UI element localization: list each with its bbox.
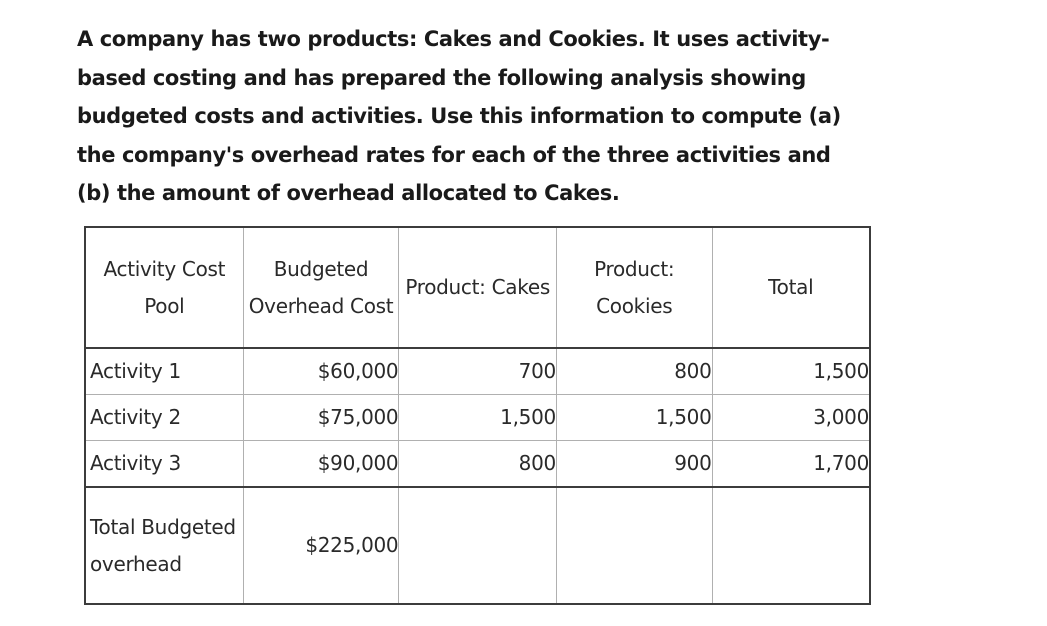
activity-name: Activity 2 (85, 395, 243, 441)
cakes-quantity: 1,500 (399, 395, 557, 441)
table-row (85, 441, 870, 488)
table-row (85, 348, 870, 395)
cookies-quantity: 1,500 (556, 395, 712, 441)
table-row (85, 395, 870, 441)
total-quantity: 1,700 (712, 441, 870, 488)
total-cookies-cell (556, 487, 712, 604)
cookies-quantity: 800 (556, 348, 712, 395)
header-total: Total (712, 227, 870, 348)
activity-name: Activity 3 (85, 441, 243, 488)
activity-cost-table (84, 226, 871, 605)
budgeted-cost: $60,000 (243, 348, 399, 395)
cookies-quantity: 900 (556, 441, 712, 488)
question-text: A company has two products: Cakes and Cookies. It uses activity-based costing and has prepared the following analysis showing budgeted costs and activities. Use this information to compute (a) the company's overhead rates for each of the three activities and (b) the amount of overhead allocated to Cakes. (77, 27, 841, 205)
budgeted-cost: $75,000 (243, 395, 399, 441)
budgeted-cost: $90,000 (243, 441, 399, 488)
header-product-cakes: Product: Cakes (399, 227, 557, 348)
cakes-quantity: 800 (399, 441, 557, 488)
total-row (85, 487, 870, 604)
total-total-cell (712, 487, 870, 604)
table-header-row (85, 227, 870, 348)
header-product-cookies: Product: Cookies (556, 227, 712, 348)
total-cakes-cell (399, 487, 557, 604)
total-quantity: 1,500 (712, 348, 870, 395)
header-budgeted-overhead-cost: Budgeted Overhead Cost (243, 227, 399, 348)
cakes-quantity: 700 (399, 348, 557, 395)
total-quantity: 3,000 (712, 395, 870, 441)
total-budgeted-cost: $225,000 (243, 487, 399, 604)
total-label: Total Budgeted overhead (85, 487, 243, 604)
header-activity-cost-pool: Activity Cost Pool (85, 227, 243, 348)
activity-name: Activity 1 (85, 348, 243, 395)
